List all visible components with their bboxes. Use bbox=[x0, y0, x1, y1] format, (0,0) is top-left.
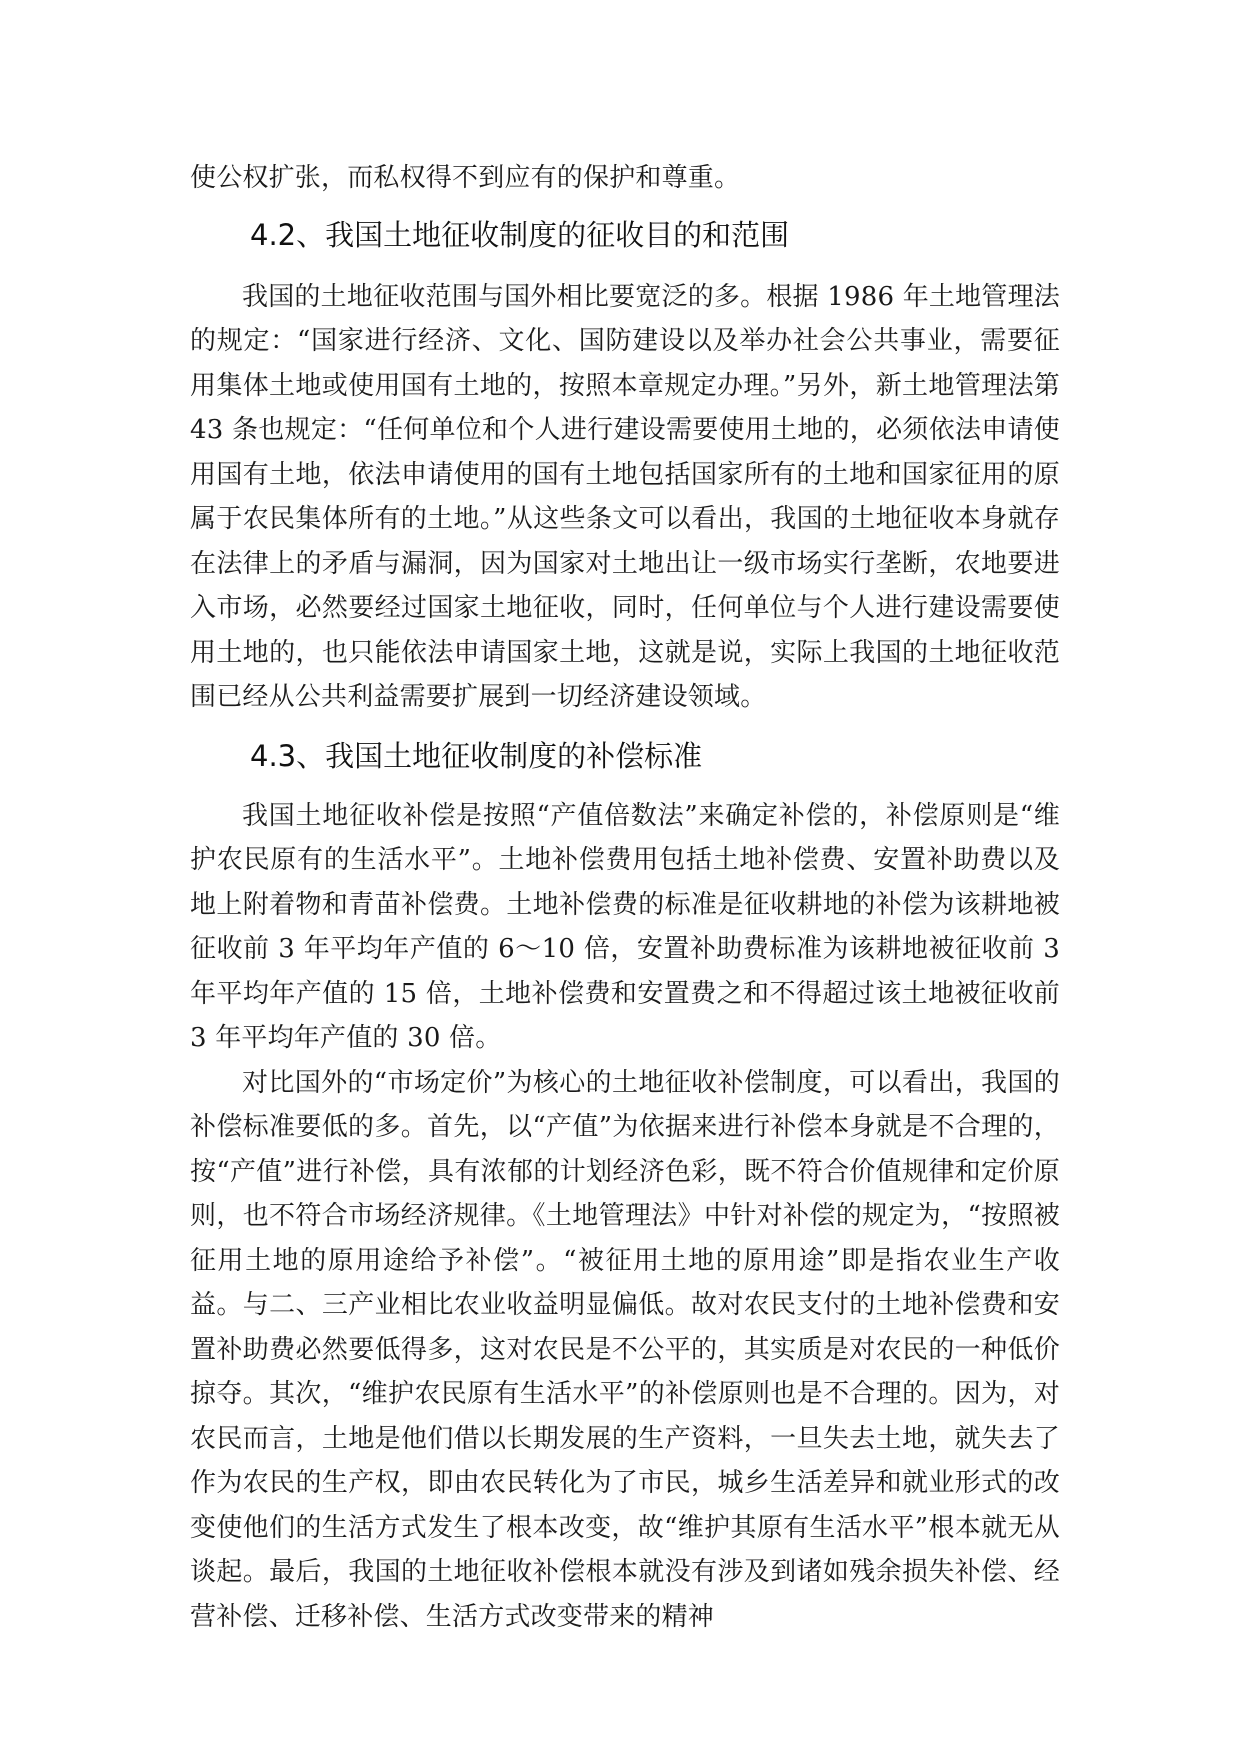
section-4-3-heading: 4.3、我国土地征收制度的补偿标准 bbox=[250, 738, 703, 773]
document-body bbox=[190, 156, 1060, 1639]
section-4-3-paragraph-2: 对比国外的“市场定价”为核心的土地征收补偿制度，可以看出，我国的补偿标准要低的多。首先，以“产值”为依据来进行补偿本身就是不合理的，按“产值”进行补偿，具有浓郁的计划经济色彩，既不符合价值规律和定价原则，也不符合市场经济规律。《土地管理法》中针对补偿的规定为，“按照被征用土地的原用途给予补偿”。“被征用土地的原用途”即是指农业生产收益。与二、三产业相比农业收益明显偏低。故对农民支付的土地补偿费和安置补助费必然要低得多，这对农民是不公平的，其实质是对农民的一种低价掠夺。其次，“维护农民原有生活水平”的补偿原则也是不合理的。因为，对农民而言，土地是他们借以长期发展的生产资料，一旦失去土地，就失去了作为农民的生产权，即由农民转化为了市民，城乡生活差异和就业形式的改变使他们的生活方式发生了根本改变，故“维护其原有生活水平”根本就无从谈起。最后，我国的土地征收补偿根本就没有涉及到诸如残余损失补偿、经营补偿、迁移补偿、生活方式改变带来的精神 bbox=[190, 1067, 1060, 1632]
section-4-2-heading: 4.2、我国土地征收制度的征收目的和范围 bbox=[250, 217, 790, 252]
intro-paragraph: 使公权扩张，而私权得不到应有的保护和尊重。 bbox=[190, 163, 741, 193]
section-4-2-paragraph: 我国的土地征收范围与国外相比要宽泛的多。根据 1986 年土地管理法的规定：“国家进行经济、文化、国防建设以及举办社会公共事业，需要征用集体土地或使用国有土地的，按照本章规定办理。”另外，新土地管理法第 43 条也规定：“任何单位和个人进行建设需要使用土地的，必须依法申请使用国有土地，依法申请使用的国有土地包括国家所有的土地和国家征用的原属于农民集体所有的土地。”从这些条文可以看出，我国的土地征收本身就存在法律上的矛盾与漏洞，因为国家对土地出让一级市场实行垄断，农地要进入市场，必然要经过国家土地征收，同时，任何单位与个人进行建设需要使用土地的，也只能依法申请国家土地，这就是说，实际上我国的土地征收范围已经从公共利益需要扩展到一切经济建设领域。 bbox=[190, 281, 1060, 712]
section-4-3-paragraph-1: 我国土地征收补偿是按照“产值倍数法”来确定补偿的，补偿原则是“维护农民原有的生活水平”。土地补偿费用包括土地补偿费、安置补助费以及地上附着物和青苗补偿费。土地补偿费的标准是征收耕地的补偿为该耕地被征收前 3 年平均年产值的 6～10 倍，安置补助费标准为该耕地被征收前 3 年平均年产值的 15 倍，土地补偿费和安置费之和不得超过该土地被征收前 3 年平均年产值的 30 倍。 bbox=[190, 800, 1060, 1053]
